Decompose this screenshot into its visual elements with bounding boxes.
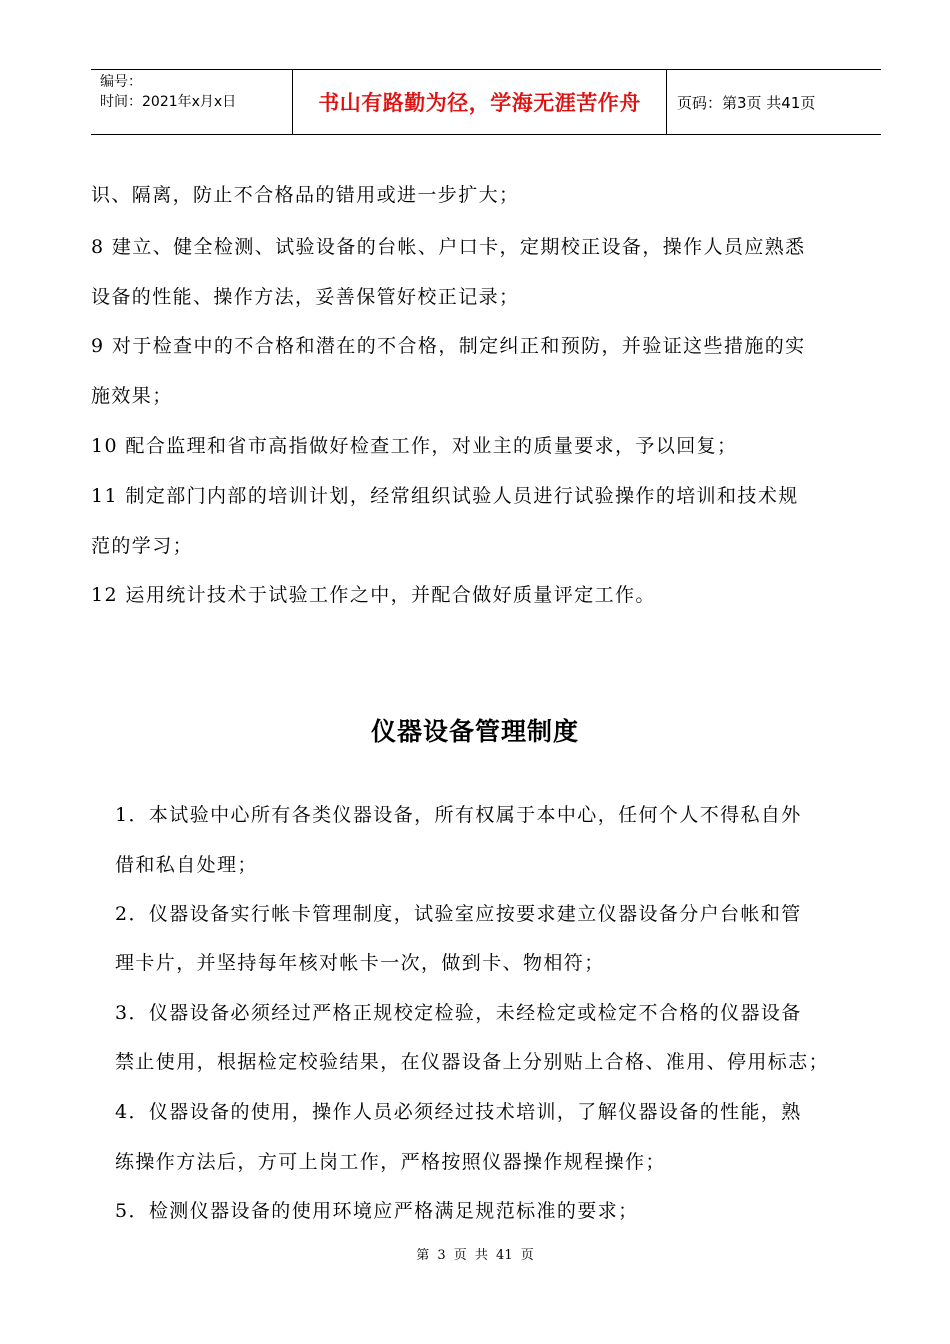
paragraph-line: 10 配合监理和省市高指做好检查工作，对业主的质量要求，予以回复；: [91, 435, 738, 457]
header-motto: 书山有路勤为径，学海无涯苦作舟: [293, 70, 667, 134]
paragraph-line: 9 对于检查中的不合格和潜在的不合格，制定纠正和预防，并验证这些措施的实: [91, 335, 806, 357]
header-meta-cell: [91, 70, 293, 134]
paragraph-line: 4．仪器设备的使用，操作人员必须经过技术培训，了解仪器设备的性能，熟: [115, 1101, 802, 1123]
paragraph-line: 3．仪器设备必须经过严格正规校定检验，未经检定或检定不合格的仪器设备: [115, 1002, 802, 1024]
paragraph-line: 禁止使用，根据检定校验结果，在仪器设备上分别贴上合格、准用、停用标志；: [115, 1051, 830, 1073]
paragraph-line: 12 运用统计技术于试验工作之中，并配合做好质量评定工作。: [91, 584, 656, 606]
paragraph-line: 设备的性能、操作方法，妥善保管好校正记录；: [91, 286, 520, 308]
paragraph-line: 范的学习；: [91, 535, 194, 557]
paragraph-line: 8 建立、健全检测、试验设备的台帐、户口卡，定期校正设备，操作人员应熟悉: [91, 236, 806, 258]
paragraph-line: 1．本试验中心所有各类仪器设备，所有权属于本中心，任何个人不得私自外: [115, 804, 802, 826]
section-title: 仪器设备管理制度: [370, 717, 579, 746]
paragraph-line: 11 制定部门内部的培训计划，经常组织试验人员进行试验操作的培训和技术规: [91, 485, 799, 507]
header-page-info: 页码：第3页 共41页: [677, 94, 816, 112]
page-header: [91, 69, 881, 135]
paragraph-line: 理卡片，并坚持每年核对帐卡一次，做到卡、物相符；: [115, 952, 605, 974]
paragraph-line: 识、隔离，防止不合格品的错用或进一步扩大；: [91, 184, 520, 206]
paragraph-line: 练操作方法后，方可上岗工作，严格按照仪器操作规程操作；: [115, 1151, 666, 1173]
paragraph-line: 2．仪器设备实行帐卡管理制度，试验室应按要求建立仪器设备分户台帐和管: [115, 903, 802, 925]
paragraph-line: 借和私自处理；: [115, 854, 258, 876]
page-footer: 第 3 页 共 41 页: [416, 1248, 534, 1263]
document-number-label: 编号：: [100, 74, 142, 90]
document-date-label: 时间：2021年x月x日: [100, 94, 237, 110]
paragraph-line: 施效果；: [91, 385, 173, 407]
paragraph-line: 5．检测仪器设备的使用环境应严格满足规范标准的要求；: [115, 1200, 639, 1222]
